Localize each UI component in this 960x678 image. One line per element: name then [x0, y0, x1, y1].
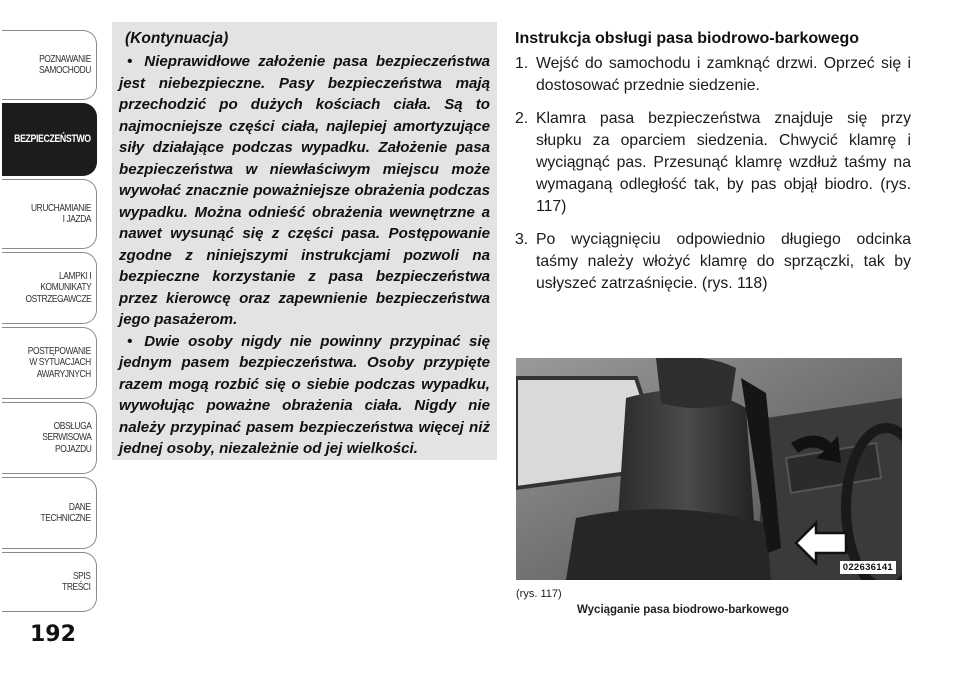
- warning-paragraph: [119, 331, 490, 460]
- step-number: 1.: [515, 55, 529, 72]
- tab-bezpieczenstwo[interactable]: [2, 103, 97, 176]
- figure-seatbelt-photo: [516, 358, 902, 580]
- tab-label: BEZPIECZEŃSTWO: [14, 132, 91, 145]
- warning-text: [119, 51, 490, 460]
- bullet-icon: •: [127, 53, 133, 70]
- tab-label: OBSŁUGA SERWISOWA POJAZDU: [41, 419, 91, 455]
- tab-lampki-i-komunikaty[interactable]: [2, 252, 97, 324]
- tab-label: POSTĘPOWANIE W SYTUACJACH AWARYJNYCH: [27, 344, 91, 380]
- tab-label: URUCHAMIANIE I JAZDA: [30, 201, 91, 225]
- tab-label: SPIS TREŚCI: [62, 569, 91, 593]
- step-number: 2.: [515, 110, 529, 127]
- instruction-steps: [515, 53, 911, 306]
- figure-reference: (rys. 117): [516, 588, 562, 600]
- tab-dane-techniczne[interactable]: [2, 477, 97, 549]
- instructions-title: Instrukcja obsługi pasa biodrowo-barkowego: [515, 30, 860, 47]
- tab-label: POZNAWANIE SAMOCHODU: [39, 52, 91, 76]
- tab-obsluga-serwisowa[interactable]: [2, 402, 97, 474]
- step-text: Klamra pasa bezpieczeństwa znajduje się przy słupku za oparciem siedzenia. Chwycić klamrę i wyciągnąć pas. Przesunąć klamrę wzdłuż taśmy na wymaganą odległość tak, by pas objął biodro. (rys. 117): [536, 110, 911, 215]
- tab-spis-tresci[interactable]: [2, 552, 97, 612]
- tab-label: LAMPKI I KOMUNIKATY OSTRZEGAWCZE: [25, 269, 91, 305]
- tab-postepowanie-awaryjne[interactable]: [2, 327, 97, 399]
- step-text: Po wyciągnięciu odpowiednio długiego odcinka taśmy należy włożyć klamrę do sprzączki, tak by usłyszeć zatrzaśnięcie. (rys. 118): [536, 231, 911, 292]
- instruction-step: [515, 53, 911, 97]
- figure-code: 022636141: [840, 561, 896, 574]
- page-number: 192: [30, 622, 76, 647]
- instruction-step: [515, 108, 911, 218]
- tab-uruchamianie-i-jazda[interactable]: [2, 179, 97, 249]
- tab-poznawanie-samochodu[interactable]: [2, 30, 97, 100]
- warning-paragraph: [119, 51, 490, 331]
- step-text: Wejść do samochodu i zamknąć drzwi. Oprzeć się i dostosować przednie siedzenie.: [536, 55, 911, 94]
- seat-illustration: [516, 358, 902, 580]
- instruction-step: [515, 229, 911, 295]
- continuation-heading: (Kontynuacja): [125, 30, 229, 47]
- figure-caption: Wyciąganie pasa biodrowo-barkowego: [577, 604, 789, 616]
- step-number: 3.: [515, 231, 529, 248]
- bullet-icon: •: [127, 332, 133, 350]
- warning-paragraph-text: Nieprawidłowe założenie pasa bezpieczeństwa jest niebezpieczne. Pasy bezpieczeństwa mają przechodzić po dużych kościach ciała. Są to najmocniejsze części ciała, najlepiej amortyzujące siły działające podczas wypadku. Założenie pasa bezpieczeństwa w niewłaściwym miejscu może wywołać znacznie poważniejsze obrażenia podczas wypadku. Można odnieść obrażenia wewnętrzne a nawet wysunąć się z części pasa. Postępowanie zgodne z niniejszymi instrukcjami pozwoli na bezpieczne korzystanie z pasa bezpieczeństwa przez kierowcę oraz zapewnienie bezpieczeństwa jego pasażerom.: [119, 53, 490, 328]
- tab-label: DANE TECHNICZNE: [40, 500, 91, 524]
- warning-paragraph-text: Dwie osoby nigdy nie powinny przypinać się jednym pasem bezpieczeństwa. Osoby przypięte razem mogą rozbić się o siebie podczas wypadku, wywołując poważne obrażenia ciała. Nigdy nie należy przypinać pasem bezpieczeństwa więcej niż jednej osoby, niezależnie od jej wielkości.: [119, 332, 490, 457]
